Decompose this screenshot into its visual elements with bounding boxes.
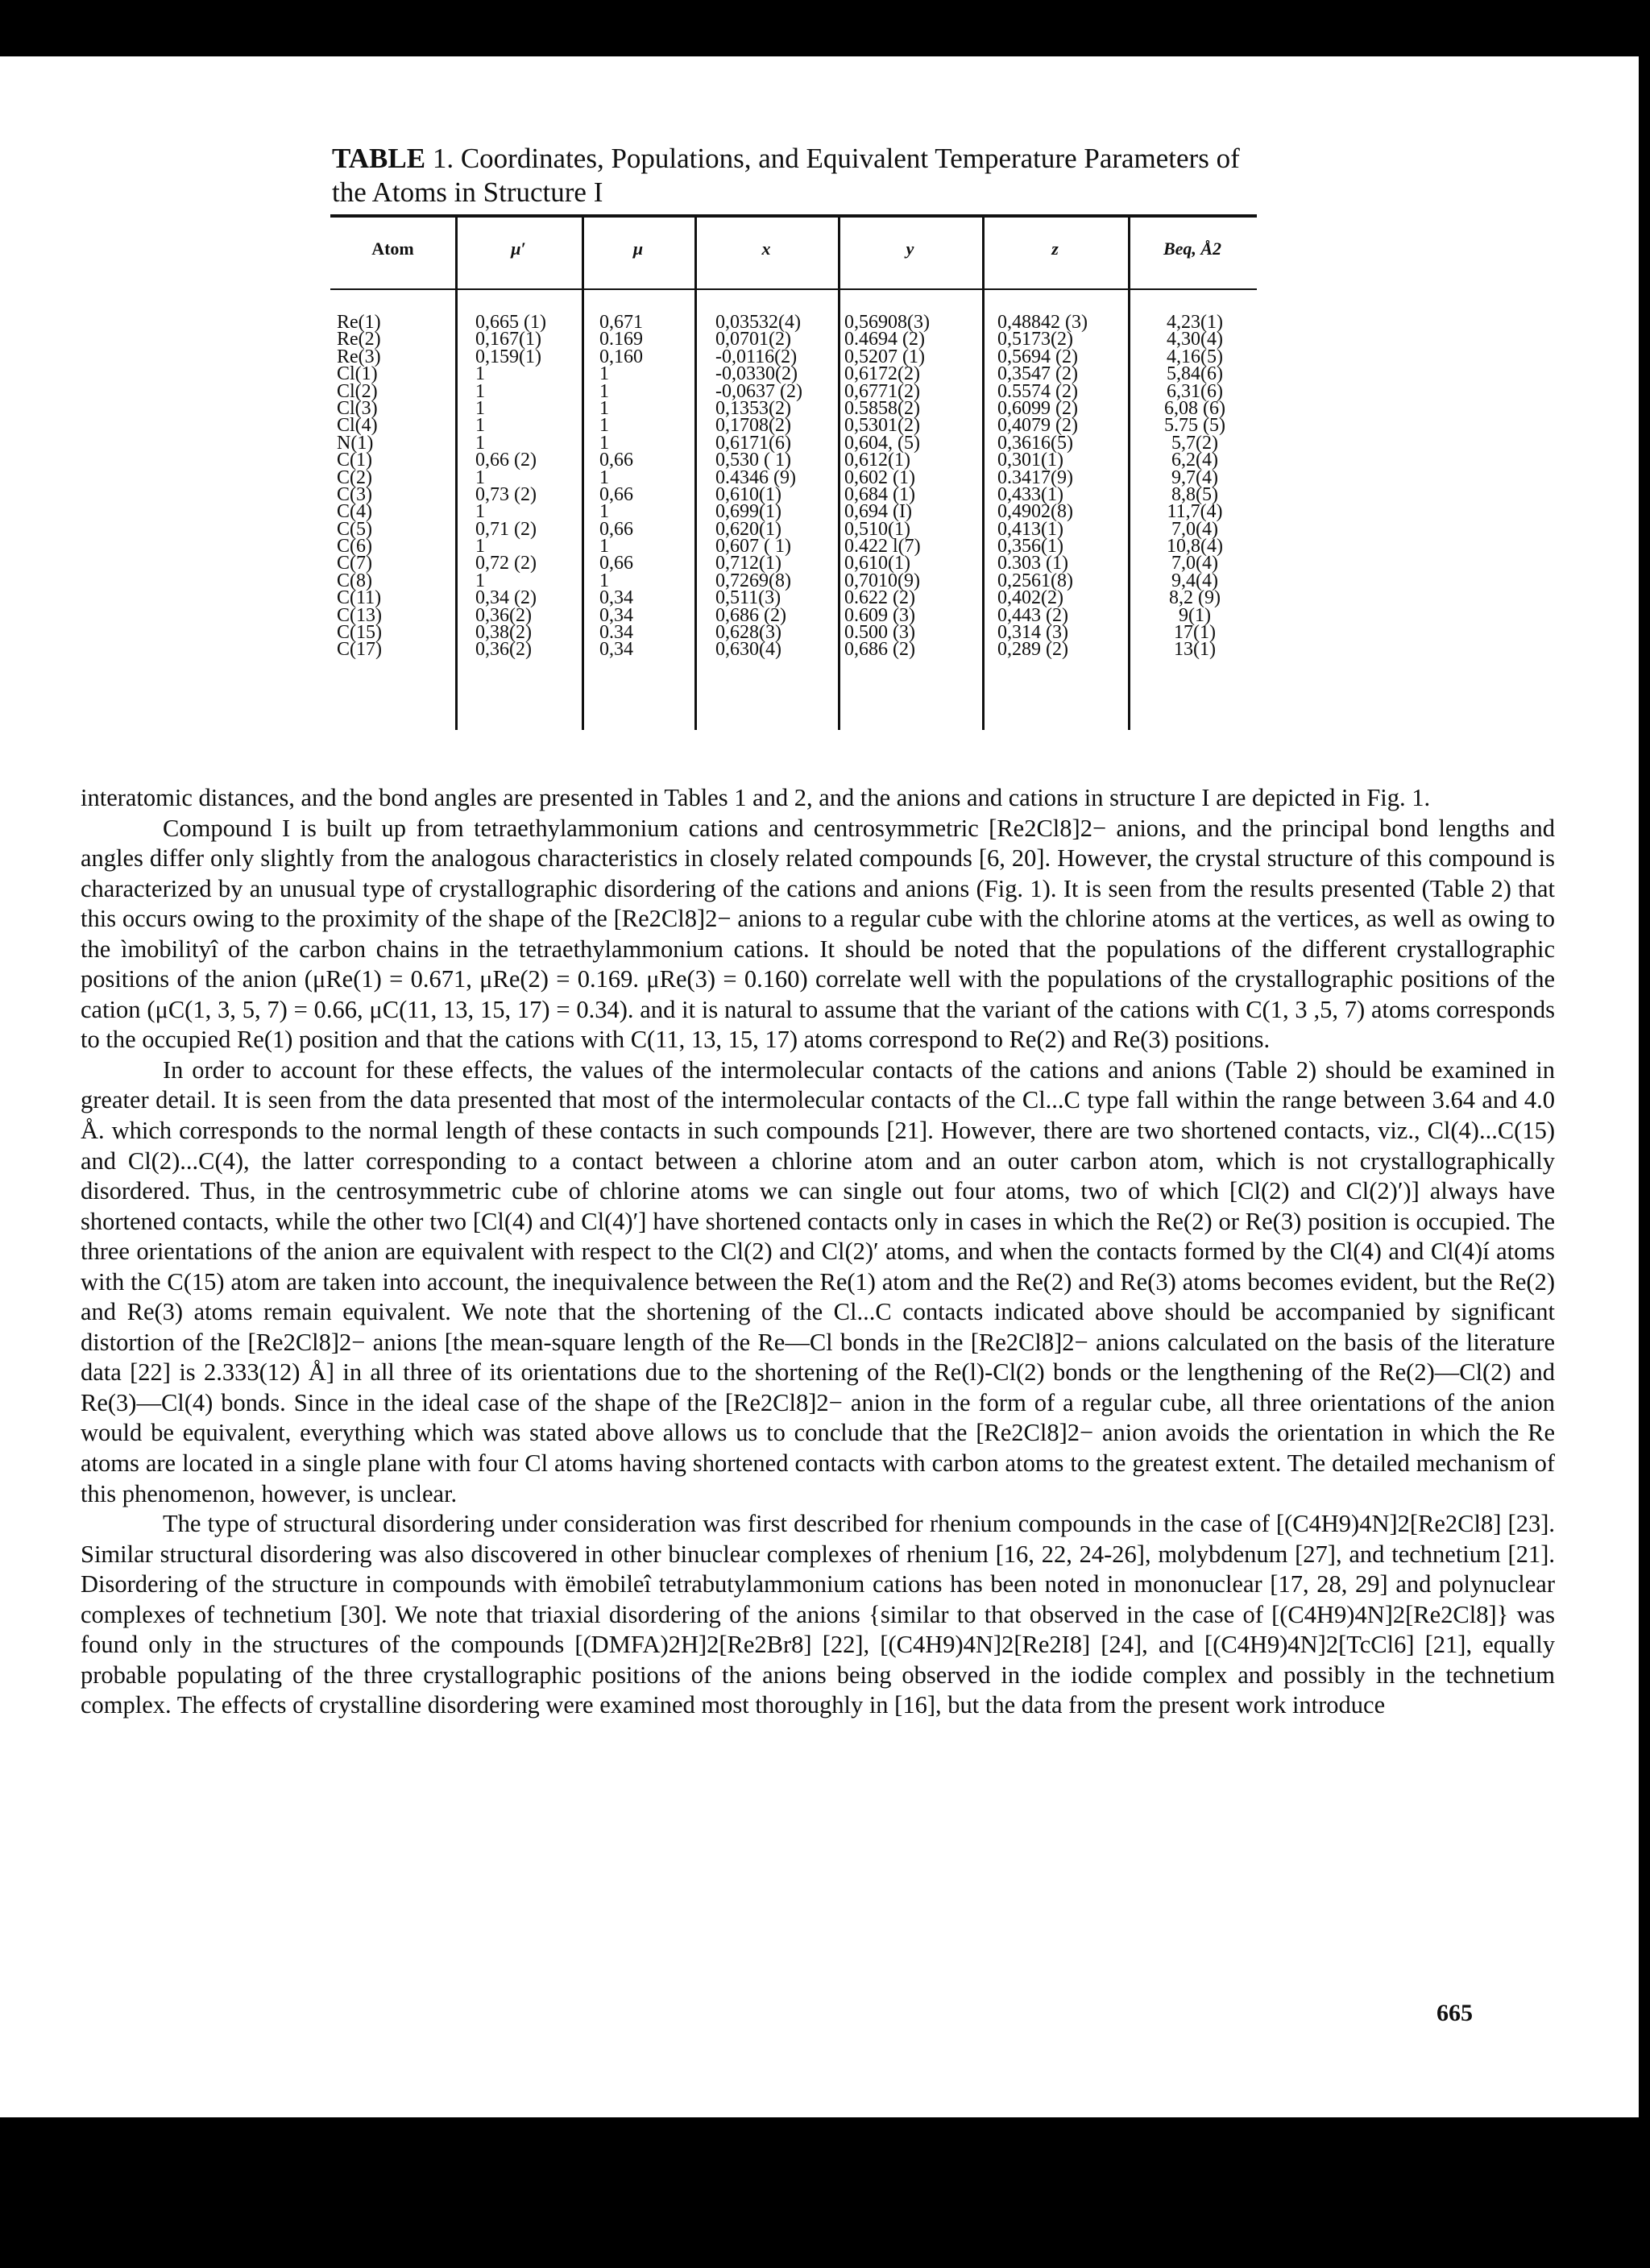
column-divider: [582, 214, 584, 730]
table-cell: 0,1708(2): [715, 415, 791, 437]
table-cell: 0,66: [599, 483, 633, 505]
table-cell: 0,66 (2): [475, 450, 537, 471]
table-cell: 0,356(1): [997, 536, 1063, 558]
table-cell: 1: [599, 380, 609, 402]
table-cell: C(3): [337, 483, 372, 505]
table-cell: 9,7(4): [1171, 466, 1218, 488]
table-cell: C(7): [337, 553, 372, 574]
scan-border-right: [1639, 0, 1650, 2268]
table-cell: 1: [475, 432, 485, 454]
scan-border-bottom: [0, 2117, 1650, 2268]
table-cell: 0.303 (1): [997, 553, 1068, 574]
table-cell: 1: [475, 397, 485, 419]
table-cell: 1: [599, 363, 609, 385]
table-cell: -0,0637 (2): [715, 380, 802, 402]
table-cell: 0.34: [599, 622, 633, 644]
column-mu: [599, 314, 643, 659]
paragraph-2: Compound I is built up from tetraethylammonium cations and centrosymmetric [Re2Cl8]2− anions, and the principal bond lengths and angles differ only slightly from the analogous characteristics in closely related compounds [6, 20]. However, the crystal structure of this compound is characterized by an unusual type of crystallographic disordering of the cations and anions (Fig. 1). It is seen from the results presented (Table 2) that this occurs owing to the proximity of the shape of the [Re2Cl8]2− anions to a regular cube with the chlorine atoms at the vertices, as well as owing to the ìmobilityî of the carbon chains in the tetraethylammonium cations. It should be noted that the populations of the different crystallographic positions of the anion (μRe(1) = 0.671, μRe(2) = 0.169. μRe(3) = 0.160) correlate well with the populations of the crystallographic positions of the cation (μC(1, 3, 5, 7) = 0.66, μC(11, 13, 15, 17) = 0.34). and it is natural to assume that the variant of the cations with C(1, 3 ,5, 7) atoms corresponds to the occupied Re(1) position and that the cations with C(11, 13, 15, 17) atoms correspond to Re(2) and Re(3) positions.: [81, 814, 1555, 1054]
header-atom: Atom: [371, 238, 414, 259]
table-cell: 0,3547 (2): [997, 363, 1078, 385]
table-cell: Cl(1): [337, 363, 378, 385]
column-divider: [455, 214, 458, 730]
table-cell: C(2): [337, 466, 372, 488]
table-cell: 0,413(1): [997, 518, 1063, 540]
table-cell: Cl(3): [337, 397, 378, 419]
table-cell: 0,607 ( 1): [715, 536, 791, 558]
table-cell: 0.422 l(7): [844, 536, 921, 558]
table-cell: 0,34 (2): [475, 587, 537, 609]
table-cell: 1: [599, 570, 609, 591]
table-cell: 0,66: [599, 553, 633, 574]
table-cell: 0,511(3): [715, 587, 781, 609]
column-y: [844, 314, 930, 659]
table-cell: 0,34: [599, 587, 633, 609]
table-cell: 0,604, (5): [844, 432, 920, 454]
column-atom: [337, 314, 382, 659]
table-cell: 0,6172(2): [844, 363, 920, 385]
table-cell: -0,0116(2): [715, 346, 798, 367]
table-cell: 0,684 (1): [844, 483, 915, 505]
table-cell: 0.4346 (9): [715, 466, 796, 488]
column-mu-prime: [475, 314, 546, 659]
table-cell: 0,686 (2): [715, 604, 786, 626]
table-cell: 6,31(6): [1167, 380, 1223, 402]
table-cell: 1: [599, 501, 609, 523]
table-caption-label: TABLE: [332, 143, 426, 174]
table-caption-text: 1. Coordinates, Populations, and Equivalent Temperature Parameters of the Atoms in Structure I: [332, 143, 1240, 208]
table-cell: 0,66: [599, 450, 633, 471]
header-x: x: [761, 238, 771, 259]
table-cell: 0,7269(8): [715, 570, 791, 591]
table-cell: C(4): [337, 501, 372, 523]
column-divider: [838, 214, 840, 730]
header-mu: μ: [632, 238, 644, 259]
table-cell: 1: [599, 415, 609, 437]
table-cell: 11,7(4): [1167, 501, 1223, 523]
table-cell: 1: [599, 432, 609, 454]
table-cell: C(6): [337, 536, 372, 558]
table-cell: 0,6099 (2): [997, 397, 1078, 419]
table-cell: 1: [475, 536, 485, 558]
table-cell: 0,712(1): [715, 553, 781, 574]
table-cell: 1: [475, 570, 485, 591]
table-cell: 0,38(2): [475, 622, 532, 644]
table-cell: 1: [599, 397, 609, 419]
table-cell: C(17): [337, 639, 382, 661]
table-cell: 0,671: [599, 312, 643, 333]
table-cell: 0,5301(2): [844, 415, 920, 437]
table-cell: 0.5574 (2): [997, 380, 1078, 402]
table-cell: C(5): [337, 518, 372, 540]
table-cell: 0,612(1): [844, 450, 910, 471]
header-z: z: [1051, 238, 1059, 259]
table-cell: 0,48842 (3): [997, 312, 1088, 333]
table-cell: 13(1): [1174, 639, 1216, 661]
table-cell: 0,314 (3): [997, 622, 1068, 644]
table-cell: 17(1): [1174, 622, 1216, 644]
column-divider: [1128, 214, 1130, 730]
table-cell: 0,5207 (1): [844, 346, 925, 367]
table-cell: 0.622 (2): [844, 587, 915, 609]
table-cell: C(15): [337, 622, 382, 644]
table-cell: 0,1353(2): [715, 397, 791, 419]
table-cell: 0,71 (2): [475, 518, 537, 540]
table-cell: Cl(2): [337, 380, 378, 402]
table-cell: 8,8(5): [1171, 483, 1218, 505]
paragraph-4: The type of structural disordering under consideration was first described for rhenium compounds in the case of [(C4H9)4N]2[Re2Cl8] [23]. Similar structural disordering was also discovered in other binuclear complexes of rhenium [16, 22, 24-26], molybdenum [27], and technetium [21]. Disordering of the structure in compounds with ëmobileî tetrabutylammonium cations has been noted in mononuclear [17, 28, 29] and polynuclear complexes of technetium [30]. We note that triaxial disordering of the anions {similar to that observed in the case of [(C4H9)4N]2[Re2Cl8]} was found only in the structures of the compounds [(DMFA)2H]2[Re2Br8] [22], [(C4H9)4N]2[Re2I8] [24], and [(C4H9)4N]2[TcCl6] [21], equally probable populating of the three crystallographic positions of the anions being observed in the iodide complex and possibly in the technetium complex. The effects of crystalline disordering were examined most thoroughly in [16], but the data from the present work introduce: [81, 1510, 1555, 1719]
header-y: y: [906, 238, 914, 259]
table-cell: 0,433(1): [997, 483, 1063, 505]
table-cell: C(13): [337, 604, 382, 626]
table-cell: 0,510(1): [844, 518, 910, 540]
table-header-rule: [330, 288, 1257, 290]
table-cell: 0,699(1): [715, 501, 781, 523]
header-beq: Beq, Å2: [1163, 238, 1222, 259]
table-cell: 5.75 (5): [1164, 415, 1225, 437]
table-cell: 0,686 (2): [844, 639, 915, 661]
table-cell: 4,16(5): [1167, 346, 1223, 367]
table-cell: 0.4694 (2): [844, 329, 925, 350]
table-cell: C(11): [337, 587, 382, 609]
table-cell: 0,610(1): [715, 483, 781, 505]
table-cell: Re(1): [337, 312, 381, 333]
table-cell: 0,34: [599, 604, 633, 626]
table-cell: 0,159(1): [475, 346, 541, 367]
page-number: 665: [1436, 2000, 1473, 2026]
table-cell: 0,34: [599, 639, 633, 661]
table-cell: 0,66: [599, 518, 633, 540]
paragraph-3: In order to account for these effects, the values of the intermolecular contacts of the cations and anions (Table 2) should be examined in greater detail. It is seen from the data presented that most of the intermolecular contacts of the Cl...C type fall within the range between 3.64 and 4.0 Å. which corresponds to the normal length of these contacts in such compounds [21]. However, there are two shortened contacts, viz., Cl(4)...C(15) and Cl(2)...C(4), the latter corresponding to a contact between a chlorine atom and an outer carbon atom, which is not crystallographically disordered. Thus, in the centrosymmetric cube of chlorine atoms we can single out four atoms, two of which [Cl(2) and Cl(2)′)] always have shortened contacts, while the other two [Cl(4) and Cl(4)′] have shortened contacts only in cases in which the Re(2) or Re(3) position is occupied. The three orientations of the anion are equivalent with respect to the Cl(2) and Cl(2)′ atoms, and when the contacts formed by the Cl(4) and Cl(4)í atoms with the C(15) atom are taken into account, the inequivalence between the Re(1) atom and the Re(2) and Re(3) atoms becomes evident, but the Re(2) and Re(3) atoms remain equivalent. We note that the shortening of the Cl...C contacts indicated above should be accompanied by significant distortion of the [Re2Cl8]2− anions [the mean-square length of the Re—Cl bonds in the [Re2Cl8]2− anions calculated on the basis of the literature data [22] is 2.333(12) Å] in all three of its orientations due to the shortening of the Re(l)-Cl(2) bonds or the lengthening of the Re(2)—Cl(2) and Re(3)—Cl(4) bonds. Since in the ideal case of the shape of the [Re2Cl8]2− anion in the form of a regular cube, all three orientations of the anion would be equivalent, everything which was stated above allows us to conclude that the [Re2Cl8]2− anion avoids the orientation in which the Re atoms are located in a single plane with four Cl atoms having shortened contacts with carbon atoms to the greatest extent. The detailed mechanism of this phenomenon, however, is unclear.: [81, 1055, 1555, 1507]
table-cell: 0,530 ( 1): [715, 450, 791, 471]
table-cell: 0,610(1): [844, 553, 910, 574]
table-cell: N(1): [337, 432, 374, 454]
table-cell: 0,5173(2): [997, 329, 1073, 350]
table-cell: 4,30(4): [1167, 329, 1223, 350]
table-cell: 1: [599, 536, 609, 558]
table-cell: 0,36(2): [475, 604, 532, 626]
table-cell: 0,6771(2): [844, 380, 920, 402]
table-cell: 0,03532(4): [715, 312, 801, 333]
table-cell: 0,301(1): [997, 450, 1063, 471]
paragraph-1: interatomic distances, and the bond angles are presented in Tables 1 and 2, and the anions and cations in structure I are depicted in Fig. 1.: [81, 784, 1431, 811]
article-body: [81, 783, 1555, 1721]
column-divider: [694, 214, 697, 730]
table-cell: 7,0(4): [1171, 553, 1218, 574]
table-cell: 0,5694 (2): [997, 346, 1078, 367]
coordinates-table: [330, 214, 1257, 744]
scan-border-top: [0, 0, 1650, 56]
table-cell: 0,443 (2): [997, 604, 1068, 626]
table-cell: 0.609 (3): [844, 604, 915, 626]
column-beq: [1138, 314, 1252, 659]
table-cell: 1: [475, 501, 485, 523]
table-cell: 4,23(1): [1167, 312, 1223, 333]
table-cell: 0,402(2): [997, 587, 1063, 609]
table-cell: 0.5858(2): [844, 397, 920, 419]
table-cell: 9(1): [1179, 604, 1211, 626]
table-cell: 0,72 (2): [475, 553, 537, 574]
table-cell: 0,620(1): [715, 518, 781, 540]
table-cell: Re(3): [337, 346, 381, 367]
table-cell: 0,602 (1): [844, 466, 915, 488]
table-cell: 0,4079 (2): [997, 415, 1078, 437]
table-cell: 0,694 (I): [844, 501, 912, 523]
table-cell: 6,2(4): [1171, 450, 1218, 471]
table-top-rule: [330, 214, 1257, 218]
table-cell: 0,56908(3): [844, 312, 930, 333]
table-cell: -0,0330(2): [715, 363, 798, 385]
table-cell: 0,160: [599, 346, 643, 367]
table-cell: 1: [475, 466, 485, 488]
table-cell: 7,0(4): [1171, 518, 1218, 540]
table-cell: Re(2): [337, 329, 381, 350]
table-cell: 0,665 (1): [475, 312, 546, 333]
table-cell: 1: [599, 466, 609, 488]
table-cell: C(8): [337, 570, 372, 591]
table-cell: 0.500 (3): [844, 622, 915, 644]
table-cell: 0.3417(9): [997, 466, 1073, 488]
table-cell: 0,0701(2): [715, 329, 791, 350]
table-cell: 1: [475, 380, 485, 402]
table-cell: 0.169: [599, 329, 643, 350]
table-cell: 0,628(3): [715, 622, 781, 644]
table-cell: 5,84(6): [1167, 363, 1223, 385]
table-cell: 0,4902(8): [997, 501, 1073, 523]
table-cell: 0,3616(5): [997, 432, 1073, 454]
table-cell: Cl(4): [337, 415, 378, 437]
table-cell: 1: [475, 363, 485, 385]
table-cell: 9,4(4): [1171, 570, 1218, 591]
table-cell: 0,73 (2): [475, 483, 537, 505]
column-x: [715, 314, 802, 659]
table-cell: 5,7(2): [1171, 432, 1218, 454]
column-divider: [982, 214, 985, 730]
table-cell: 0,2561(8): [997, 570, 1073, 591]
header-mu-prime: μ′: [511, 238, 526, 259]
table-cell: 6,08 (6): [1164, 397, 1225, 419]
table-cell: 0,7010(9): [844, 570, 920, 591]
table-cell: 10,8(4): [1167, 536, 1223, 558]
table-cell: 0,6171(6): [715, 432, 791, 454]
table-cell: 0,289 (2): [997, 639, 1068, 661]
table-cell: 1: [475, 415, 485, 437]
table-cell: C(1): [337, 450, 372, 471]
table-cell: 0,630(4): [715, 639, 781, 661]
table-cell: 0,36(2): [475, 639, 532, 661]
table-cell: 0,167(1): [475, 329, 541, 350]
table-cell: 8,2 (9): [1169, 587, 1221, 609]
column-z: [997, 314, 1088, 659]
table-caption: [332, 142, 1258, 209]
